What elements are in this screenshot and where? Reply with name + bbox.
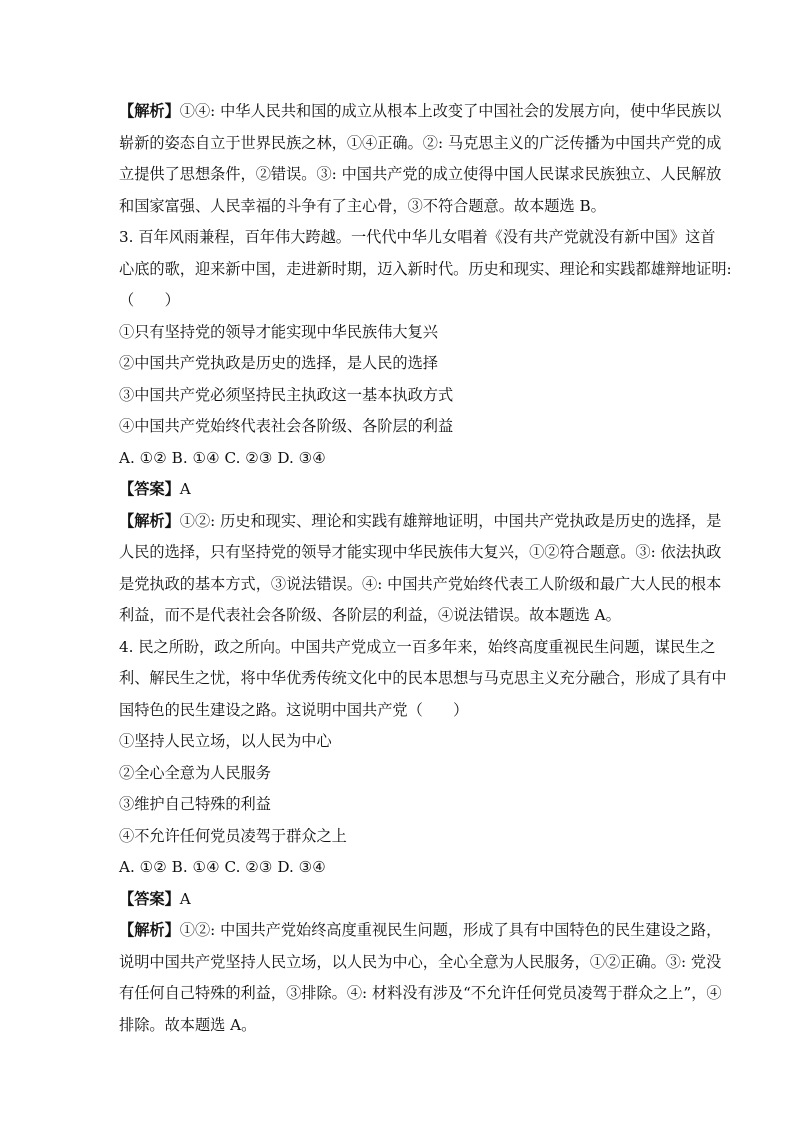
line-text: 立提供了思想条件，②错误。③: 中国共产党的成立使得中国人民谋求民族独立、人民解放 bbox=[119, 165, 722, 183]
analysis-q4 bbox=[119, 915, 722, 1041]
answer-q3 bbox=[119, 474, 679, 506]
line-text: ②全心全意为人民服务 bbox=[119, 763, 271, 782]
line-text: 国特色的民生建设之路。这说明中国共产党（ ） bbox=[119, 700, 469, 719]
line-text: ④中国共产党始终代表社会各阶级、各阶层的利益 bbox=[119, 417, 454, 435]
options-q3-line bbox=[119, 411, 679, 443]
line-text: ①④: 中华人民共和国的成立从根本上改变了中国社会的发展方向，使中华民族以 bbox=[179, 102, 722, 120]
line-text: ③维护自己特殊的利益 bbox=[119, 795, 271, 813]
line-text: ②中国共产党执政是历史的选择，是人民的选择 bbox=[119, 354, 438, 372]
options-q3-line bbox=[119, 443, 679, 475]
answer-q4-line bbox=[119, 884, 679, 916]
analysis-q4-line bbox=[119, 915, 722, 947]
options-q3-line bbox=[119, 348, 679, 380]
answer-q3-line bbox=[119, 474, 679, 506]
options-q4-line bbox=[119, 758, 679, 790]
analysis-q3-line bbox=[119, 537, 722, 569]
line-text: 崭新的姿态自立于世界民族之林，①④正确。②: 马克思主义的广泛传播为中国共产党的成 bbox=[119, 133, 722, 152]
analysis-q4-line bbox=[119, 947, 722, 979]
question-3-line bbox=[119, 285, 679, 317]
section-tag: 【答案】 bbox=[119, 889, 180, 908]
analysis-q2-line bbox=[119, 159, 722, 191]
analysis-q2-line bbox=[119, 96, 722, 128]
options-q3 bbox=[119, 317, 679, 475]
analysis-q3-line bbox=[119, 506, 722, 538]
analysis-q3-line bbox=[119, 600, 679, 632]
answer-q4 bbox=[119, 884, 679, 916]
line-text: ①只有坚持党的领导才能实现中华民族伟大复兴 bbox=[119, 322, 438, 341]
line-text: A. ①② B. ①④ C. ②③ D. ③④ bbox=[119, 858, 326, 876]
line-text: 心底的歌，迎来新中国，走进新时期，迈入新时代。历史和现实、理论和实践都雄辩地证明: bbox=[119, 259, 732, 278]
analysis-q2-line bbox=[119, 128, 722, 160]
section-tag: 【答案】 bbox=[119, 480, 180, 498]
line-text: ③中国共产党必须坚持民主执政这一基本执政方式 bbox=[119, 385, 454, 404]
line-text: 人民的选择，只有坚持党的领导才能实现中华民族伟大复兴，①②符合题意。③: 依法执政 bbox=[119, 543, 722, 561]
options-q4-line bbox=[119, 852, 679, 884]
analysis-q2-line bbox=[119, 191, 679, 223]
line-text: 有任何自己特殊的利益，③排除。④: 材料没有涉及“不允许任何党员凌驾于群众之上”，④ bbox=[119, 984, 722, 1002]
line-text: 3. 百年风雨兼程，百年伟大跨越。一代代中华儿女唱着《没有共产党就没有新中国》这首 bbox=[119, 228, 716, 246]
line-text: 是党执政的基本方式，③说法错误。④: 中国共产党始终代表工人阶级和最广大人民的根本 bbox=[119, 574, 722, 593]
line-text: 和国家富强、人民幸福的斗争有了主心骨，③不符合题意。故本题选 B。 bbox=[119, 196, 606, 215]
line-text: A bbox=[179, 480, 191, 498]
question-3-line bbox=[119, 254, 732, 286]
line-text: ①②: 历史和现实、理论和实践有雄辩地证明，中国共产党执政是历史的选择，是 bbox=[179, 511, 722, 530]
analysis-q3-line bbox=[119, 569, 722, 601]
options-q3-line bbox=[119, 317, 679, 349]
analysis-q2 bbox=[119, 96, 722, 222]
line-text: 排除。故本题选 A。 bbox=[119, 1015, 257, 1034]
question-4-line bbox=[119, 695, 679, 727]
line-text: A. ①② B. ①④ C. ②③ D. ③④ bbox=[119, 448, 326, 467]
line-text: ①②: 中国共产党始终高度重视民生问题，形成了具有中国特色的民生建设之路， bbox=[179, 921, 722, 939]
document-page bbox=[119, 96, 732, 1041]
section-tag: 【解析】 bbox=[119, 511, 180, 530]
line-text: （ ） bbox=[119, 291, 180, 309]
options-q4-line bbox=[119, 821, 679, 853]
line-text: ①坚持人民立场，以人民为中心 bbox=[119, 732, 332, 750]
section-tag: 【解析】 bbox=[119, 921, 180, 939]
section-tag: 【解析】 bbox=[119, 102, 180, 120]
question-4 bbox=[119, 632, 727, 727]
question-4-line bbox=[119, 632, 716, 664]
line-text: 利益，而不是代表社会各阶级、各阶层的利益，④说法错误。故本题选 A。 bbox=[119, 606, 621, 624]
options-q3-line bbox=[119, 380, 679, 412]
line-text: ④不允许任何党员凌驾于群众之上 bbox=[119, 826, 347, 845]
analysis-q3 bbox=[119, 506, 722, 632]
question-3 bbox=[119, 222, 732, 317]
line-text: 说明中国共产党坚持人民立场，以人民为中心，全心全意为人民服务，①②正确。③: 党没 bbox=[119, 952, 722, 971]
options-q4-line bbox=[119, 789, 679, 821]
analysis-q4-line bbox=[119, 1010, 679, 1042]
options-q4 bbox=[119, 726, 679, 884]
options-q4-line bbox=[119, 726, 679, 758]
line-text: 利、解民生之忧，将中华优秀传统文化中的民本思想与马克思主义充分融合，形成了具有中 bbox=[119, 669, 727, 687]
question-3-line bbox=[119, 222, 716, 254]
question-4-line bbox=[119, 663, 727, 695]
line-text: A bbox=[179, 889, 191, 908]
line-text: 4. 民之所盼，政之所向。中国共产党成立一百多年来，始终高度重视民生问题，谋民生之 bbox=[119, 637, 716, 656]
analysis-q4-line bbox=[119, 978, 722, 1010]
